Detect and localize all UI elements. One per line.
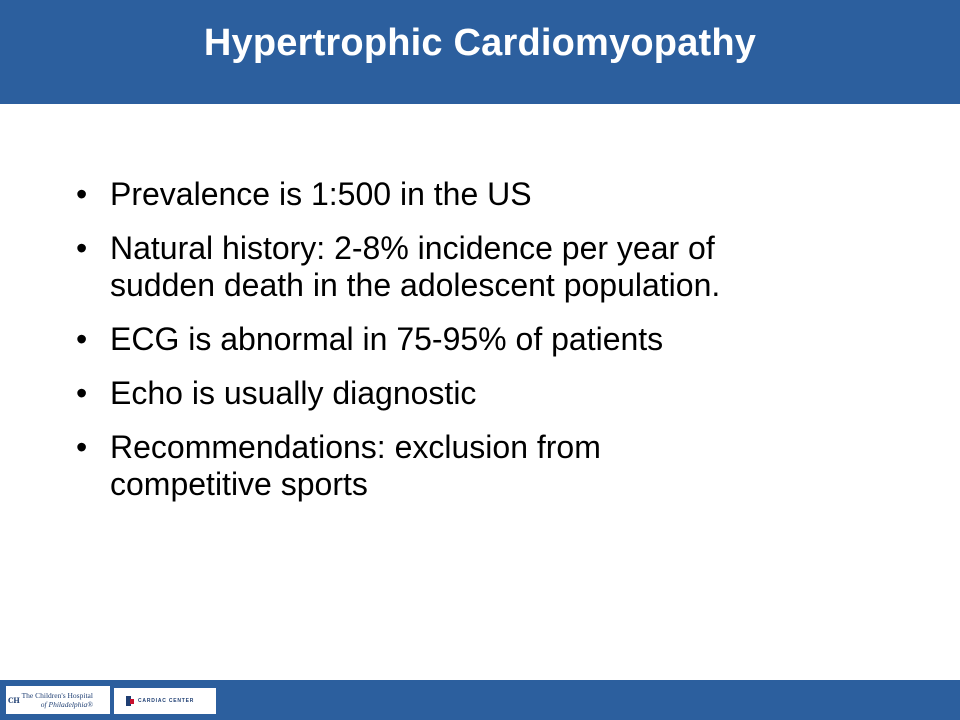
cardiac-center-label: CARDIAC CENTER bbox=[138, 698, 195, 704]
cardiac-center-logo bbox=[114, 688, 216, 714]
bullet-icon: • bbox=[76, 230, 88, 266]
bullet-item bbox=[76, 176, 896, 213]
bullet-item bbox=[76, 375, 896, 412]
bullet-text: ECG is abnormal in 75-95% of patients bbox=[110, 321, 664, 357]
bullet-icon: • bbox=[76, 375, 88, 411]
bullet-item bbox=[76, 321, 896, 358]
bullet-text-continued: competitive sports bbox=[110, 466, 368, 502]
bullet-icon: • bbox=[76, 321, 88, 357]
bullet-text-continued: sudden death in the adolescent population. bbox=[110, 267, 721, 303]
bullet-text: Prevalence is 1:500 in the US bbox=[110, 176, 532, 212]
bullet-text: Natural history: 2-8% incidence per year of bbox=[110, 230, 715, 266]
chop-location: of Philadelphia® bbox=[40, 700, 93, 709]
chop-logo bbox=[6, 686, 110, 714]
chop-logo-text bbox=[22, 691, 93, 709]
bullet-icon: • bbox=[76, 176, 88, 212]
bullet-item bbox=[76, 429, 896, 503]
chop-name: The Children's Hospital bbox=[21, 691, 93, 700]
chop-logo-icon: CH bbox=[8, 695, 20, 705]
title-bar bbox=[0, 0, 960, 104]
slide-title: Hypertrophic Cardiomyopathy bbox=[203, 21, 757, 64]
bullet-icon: • bbox=[76, 429, 88, 465]
bullet-text: Recommendations: exclusion from bbox=[110, 429, 601, 465]
cardiac-center-icon bbox=[126, 696, 134, 706]
bullet-item bbox=[76, 230, 896, 304]
bullet-text: Echo is usually diagnostic bbox=[110, 375, 477, 411]
bullet-list bbox=[76, 176, 896, 520]
